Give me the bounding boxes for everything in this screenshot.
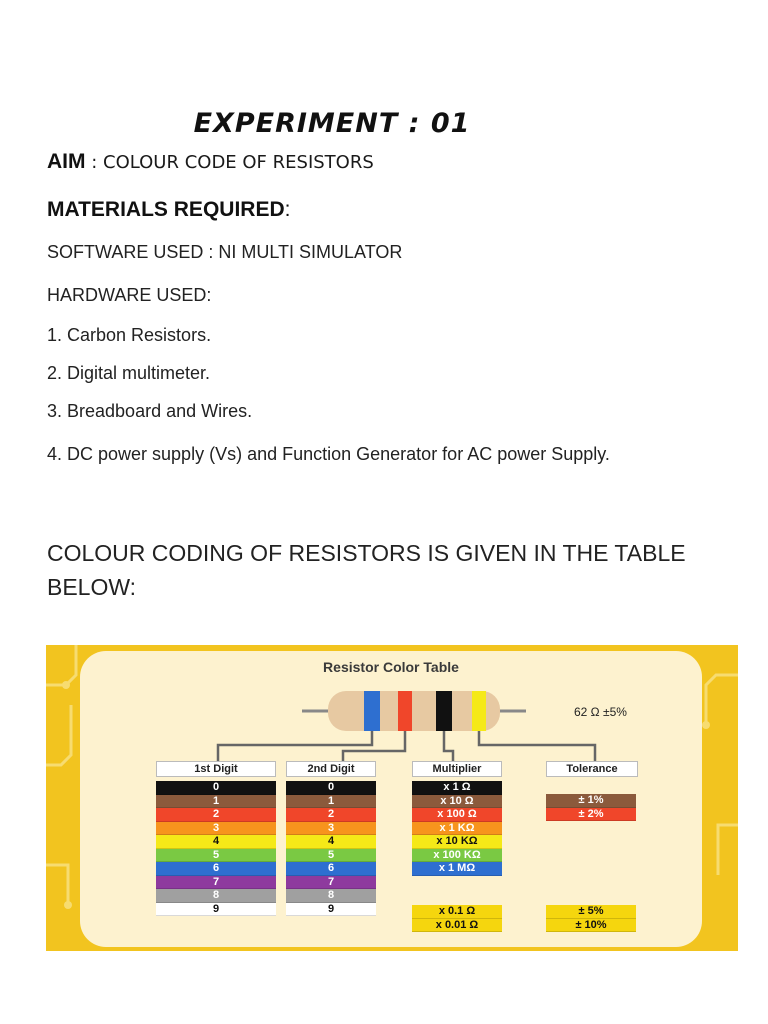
- multiplier-extra-column: [412, 905, 502, 932]
- color-cell-red: 2: [286, 808, 376, 822]
- list-item: 2. Digital multimeter.: [47, 363, 211, 383]
- color-cell-yellow: x 10 KΩ: [412, 835, 502, 849]
- color-cell-blue: 6: [286, 862, 376, 876]
- color-cell-brown: 1: [286, 795, 376, 809]
- color-cell-brown: 1: [156, 795, 276, 809]
- color-cell-blue: x 1 MΩ: [412, 862, 502, 876]
- list-item: 1. Carbon Resistors.: [47, 325, 212, 345]
- list-item: 4. DC power supply (Vs) and Function Generator for AC power Supply.: [47, 444, 610, 464]
- color-cell-white: 9: [156, 903, 276, 917]
- color-cell-green: 5: [156, 849, 276, 863]
- color-cell-gold: ± 5%: [546, 905, 636, 919]
- color-cell-gray: 8: [156, 889, 276, 903]
- header-multiplier: Multiplier: [412, 761, 502, 777]
- color-cell-orange: 3: [156, 822, 276, 836]
- color-cell-gray: 8: [286, 889, 376, 903]
- second-digit-column: [286, 781, 376, 916]
- table-heading: COLOUR CODING OF RESISTORS IS GIVEN IN THE TABLE BELOW:: [47, 540, 686, 600]
- first-digit-column: [156, 781, 276, 916]
- color-cell-silver: x 0.01 Ω: [412, 919, 502, 933]
- color-cell-black: x 1 Ω: [412, 781, 502, 795]
- header-1st-digit: 1st Digit: [156, 761, 276, 777]
- list-item: 3. Breadboard and Wires.: [47, 401, 253, 421]
- experiment-title: EXPERIMENT : 01: [193, 108, 471, 139]
- header-2nd-digit: 2nd Digit: [286, 761, 376, 777]
- materials-heading: [47, 198, 290, 222]
- color-cell-red: 2: [156, 808, 276, 822]
- band-gold: [472, 691, 486, 731]
- color-cell-yellow: 4: [286, 835, 376, 849]
- color-cell-gold: x 0.1 Ω: [412, 905, 502, 919]
- materials-colon: :: [284, 198, 291, 221]
- color-cell-yellow: 4: [156, 835, 276, 849]
- aim-label: AIM: [47, 150, 86, 173]
- band-black: [436, 691, 452, 731]
- color-cell-blue: 6: [156, 862, 276, 876]
- aim-line: [47, 150, 374, 174]
- aim-text: : COLOUR CODE OF RESISTORS: [85, 152, 374, 173]
- band-red: [398, 691, 412, 731]
- tolerance-extra-column: [546, 905, 636, 932]
- figure-title: Resistor Color Table: [323, 659, 459, 675]
- hardware-line: HARDWARE USED:: [47, 285, 212, 305]
- color-cell-brown: ± 1%: [546, 794, 636, 808]
- color-cell-green: 5: [286, 849, 376, 863]
- color-cell-green: x 100 KΩ: [412, 849, 502, 863]
- tolerance-column: [546, 794, 636, 821]
- header-tolerance: Tolerance: [546, 761, 638, 777]
- color-cell-violet: 7: [156, 876, 276, 890]
- color-cell-red: ± 2%: [546, 808, 636, 822]
- color-cell-silver: ± 10%: [546, 919, 636, 933]
- resistor-color-table-image: [46, 645, 738, 951]
- color-cell-black: 0: [286, 781, 376, 795]
- software-line: SOFTWARE USED : NI MULTI SIMULATOR: [47, 242, 403, 262]
- color-cell-white: 9: [286, 903, 376, 917]
- color-cell-orange: 3: [286, 822, 376, 836]
- table-panel: [80, 651, 702, 947]
- materials-label: MATERIALS REQUIRED: [47, 198, 285, 221]
- resistance-value: 62 Ω ±5%: [574, 705, 627, 719]
- color-cell-violet: 7: [286, 876, 376, 890]
- color-cell-red: x 100 Ω: [412, 808, 502, 822]
- band-blue: [364, 691, 380, 731]
- multiplier-column: [412, 781, 502, 876]
- color-cell-black: 0: [156, 781, 276, 795]
- color-cell-brown: x 10 Ω: [412, 795, 502, 809]
- color-cell-orange: x 1 KΩ: [412, 822, 502, 836]
